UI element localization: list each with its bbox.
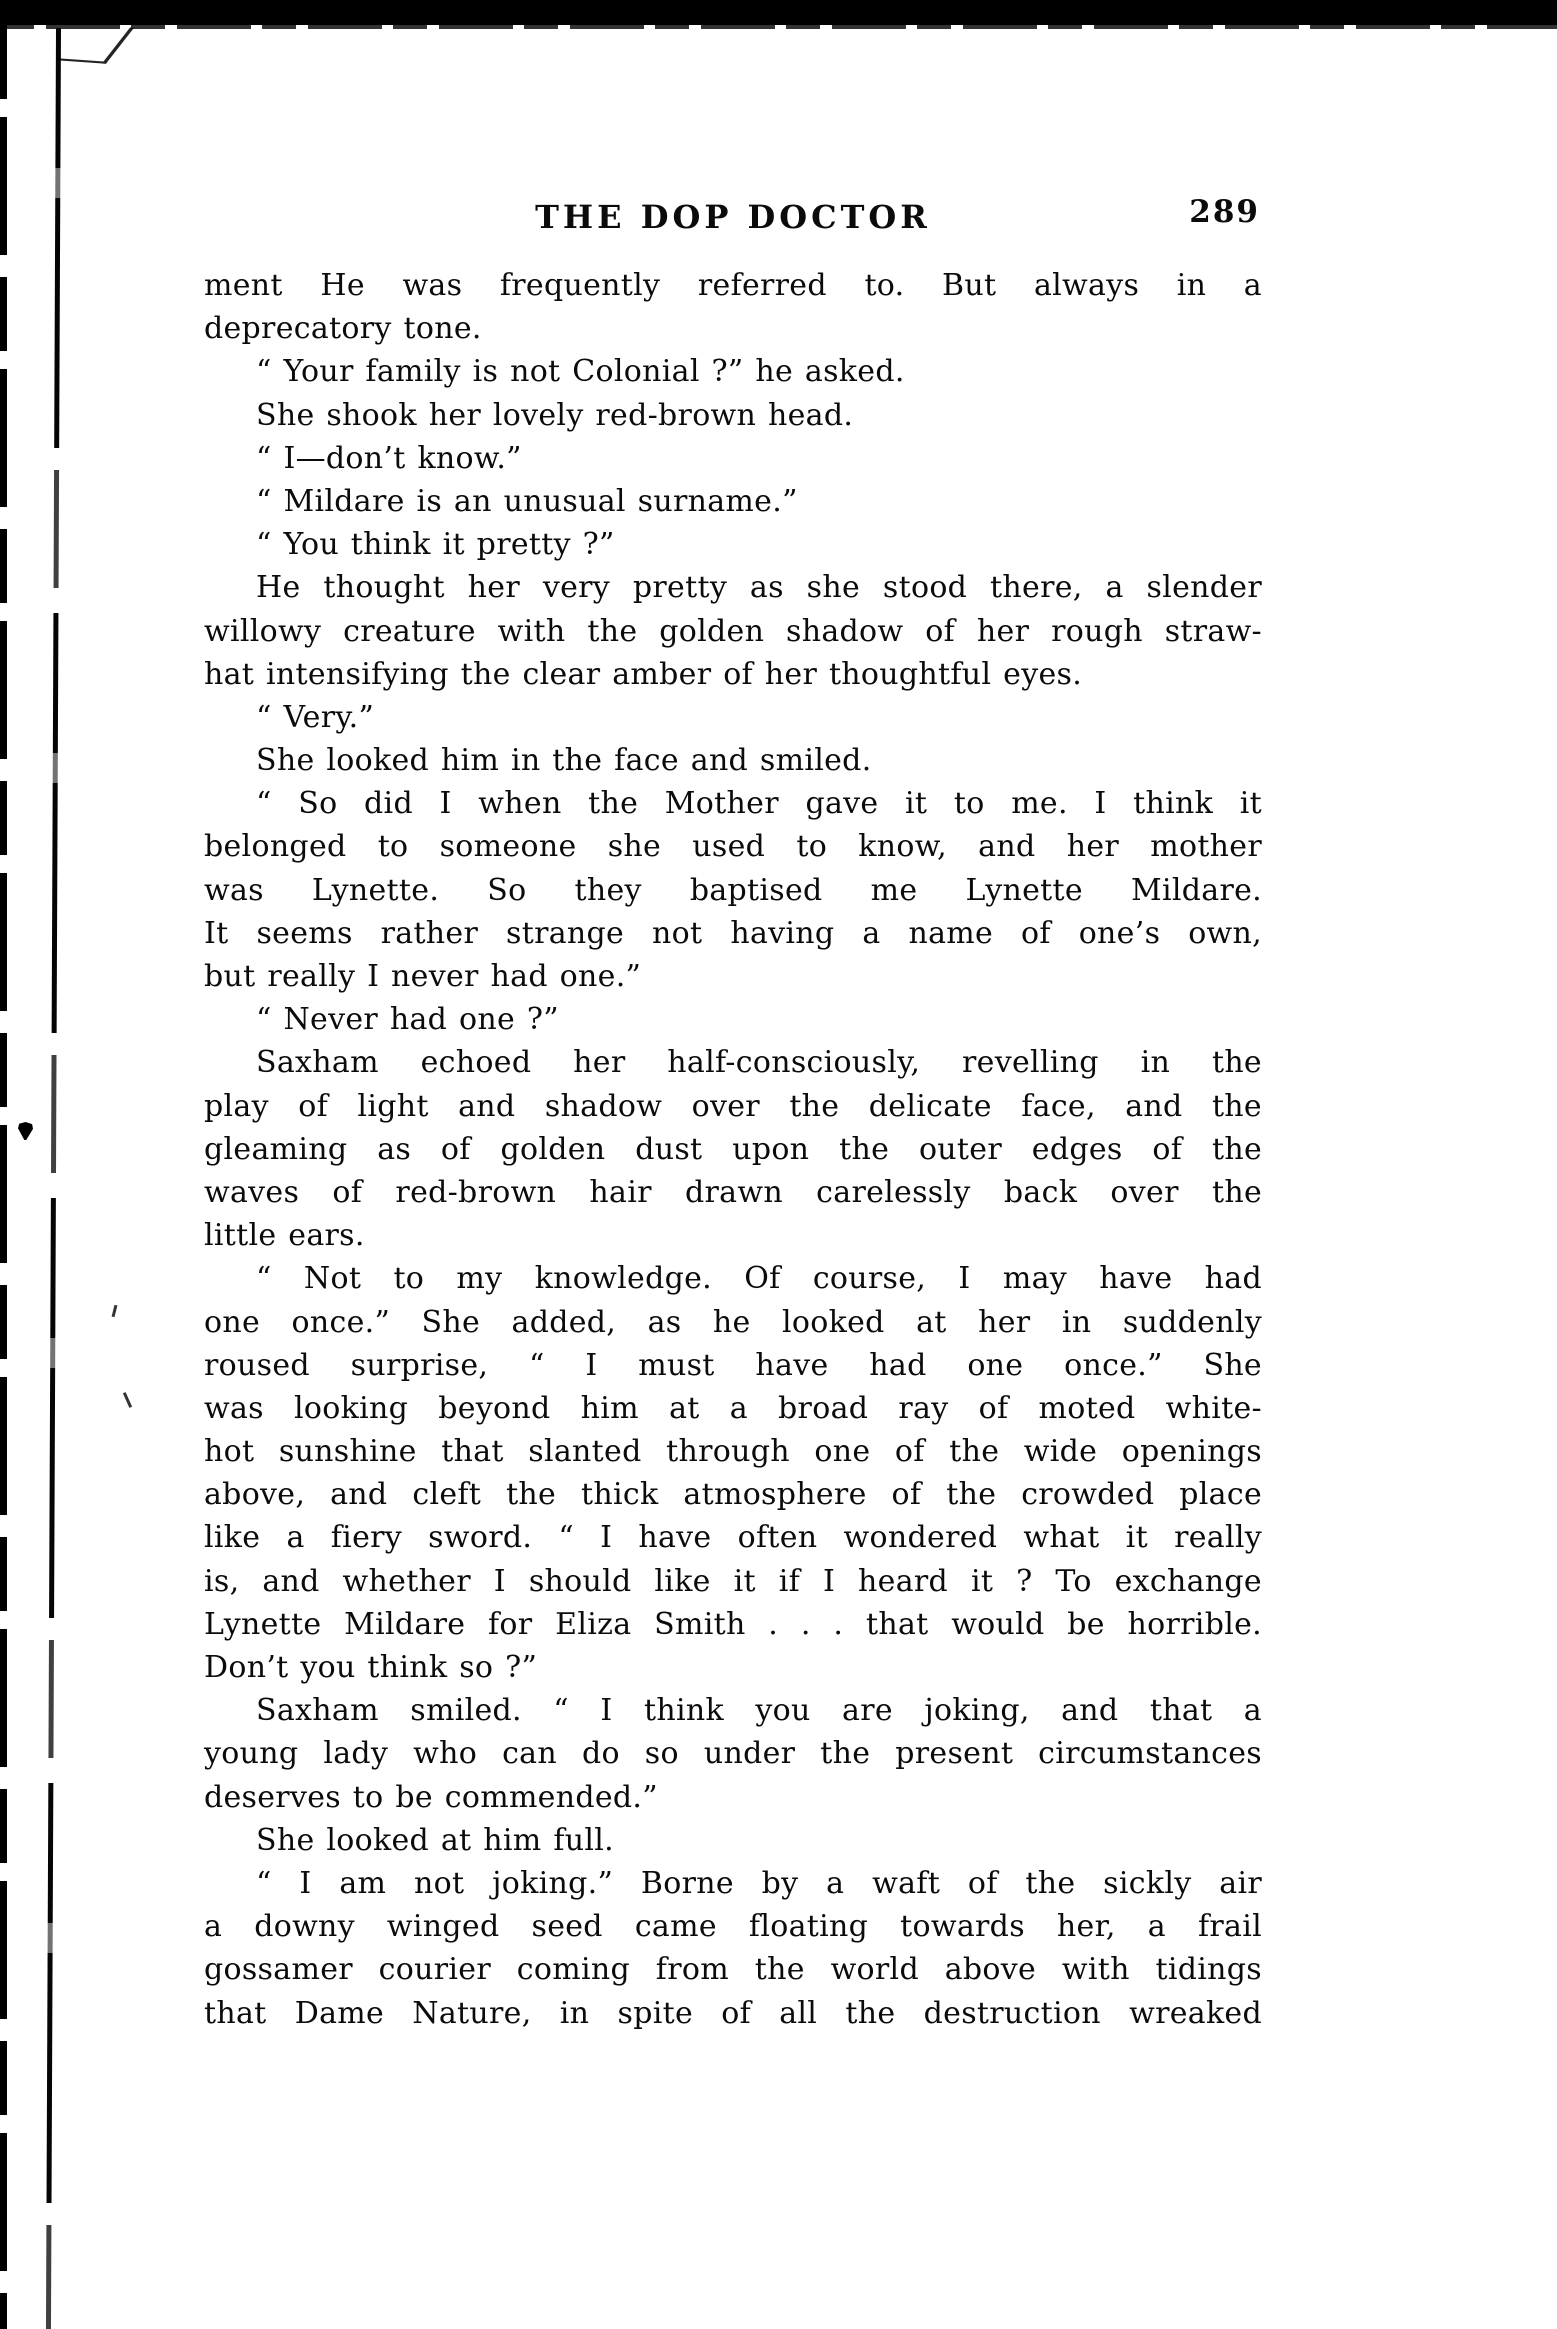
text-line: belonged to someone she used to know, and her mother	[204, 829, 1262, 865]
text-line: is, and whether I should like it if I heard it ? To exchange	[204, 1563, 1262, 1599]
text-line: Don’t you think so ?”	[204, 1650, 538, 1685]
running-header	[204, 194, 1262, 246]
scan-top-edge-bar	[0, 0, 1557, 25]
text-line: was Lynette. So they baptised me Lynette Mildare.	[204, 872, 1262, 908]
text-line: Lynette Mildare for Eliza Smith . . . that would be horrible.	[204, 1606, 1262, 1642]
text-line: a downy winged seed came floating towards her, a frail	[204, 1909, 1262, 1945]
text-line: young lady who can do so under the present circumstances	[204, 1736, 1262, 1772]
text-line: deserves to be commended.”	[204, 1779, 658, 1815]
margin-speck	[112, 1305, 118, 1317]
text-line: It seems rather strange not having a name of one’s own,	[204, 915, 1262, 951]
body-text-block	[204, 264, 1262, 2035]
text-line: She looked him in the face and smiled.	[256, 743, 872, 779]
text-line: play of light and shadow over the delicate face, and the	[204, 1088, 1262, 1124]
text-line: above, and cleft the thick atmosphere of the crowded place	[204, 1477, 1262, 1513]
ink-blot	[18, 1122, 33, 1140]
text-line: “ Very.”	[256, 699, 375, 735]
text-line: roused surprise, “ I must have had one once.” She	[204, 1347, 1262, 1383]
text-line: “ I—don’t know.”	[256, 440, 522, 476]
text-line: like a fiery sword. “ I have often wondered what it really	[204, 1520, 1262, 1556]
text-line: Saxham echoed her half-consciously, revelling in the	[256, 1045, 1262, 1081]
text-line: hat intensifying the clear amber of her thoughtful eyes.	[204, 656, 1083, 692]
text-line: gleaming as of golden dust upon the outer edges of the	[204, 1131, 1262, 1167]
text-line: She shook her lovely red-brown head.	[256, 397, 854, 433]
text-line: waves of red-brown hair drawn carelessly back over the	[204, 1174, 1262, 1210]
text-line: deprecatory tone.	[204, 311, 482, 347]
text-line: “ I am not joking.” Borne by a waft of the sickly air	[256, 1865, 1262, 1901]
text-line: was looking beyond him at a broad ray of moted white-	[204, 1390, 1262, 1426]
page-number: 289	[1189, 194, 1260, 230]
margin-speck	[123, 1392, 132, 1408]
text-line: “ Your family is not Colonial ?” he asked.	[256, 354, 905, 390]
text-line: She looked at him full.	[256, 1822, 614, 1858]
text-line: willowy creature with the golden shadow of her rough straw-	[204, 613, 1262, 649]
text-line: one once.” She added, as he looked at her in suddenly	[204, 1304, 1262, 1340]
binding-gutter-line	[46, 28, 61, 2329]
text-line: ment He was frequently referred to. But always in a	[204, 268, 1262, 303]
text-line: “ Mildare is an unusual surname.”	[256, 483, 798, 519]
text-line: Saxham smiled. “ I think you are joking, and that a	[256, 1693, 1262, 1729]
text-line: that Dame Nature, in spite of all the destruction wreaked	[204, 1995, 1262, 2031]
text-line: “ Not to my knowledge. Of course, I may have had	[256, 1261, 1262, 1297]
text-line: He thought her very pretty as she stood there, a slender	[256, 570, 1262, 606]
text-line: but really I never had one.”	[204, 959, 642, 994]
running-header-title: THE DOP DOCTOR	[535, 198, 931, 236]
text-line: “ Never had one ?”	[256, 1002, 559, 1038]
text-line: “ You think it pretty ?”	[256, 527, 615, 563]
pen-scribble-mark	[56, 24, 134, 63]
text-line: gossamer courier coming from the world above with tidings	[204, 1952, 1262, 1988]
text-line: “ So did I when the Mother gave it to me. I think it	[256, 786, 1262, 822]
scan-left-edge-bar	[0, 25, 7, 2329]
text-line: hot sunshine that slanted through one of the wide openings	[204, 1434, 1262, 1470]
text-line: little ears.	[204, 1218, 365, 1254]
